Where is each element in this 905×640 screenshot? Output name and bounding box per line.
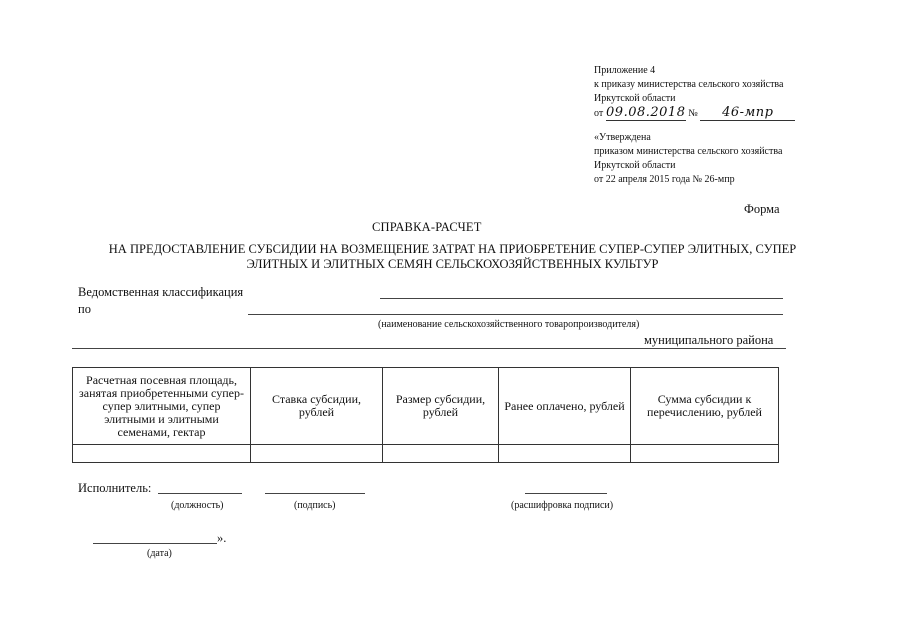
classification-label-line1: Ведомственная классификация bbox=[78, 285, 244, 299]
classification-field-line[interactable] bbox=[380, 298, 783, 299]
decoding-caption: (расшифровка подписи) bbox=[511, 500, 614, 511]
header-cell-transfer: Сумма субсидии к перечислению, рублей bbox=[631, 368, 779, 445]
position-caption: (должность) bbox=[171, 500, 224, 511]
subtitle-line2: ЭЛИТНЫХ И ЭЛИТНЫХ СЕМЯН СЕЛЬСКОХОЗЯЙСТВЕННЫХ КУЛЬТУР bbox=[246, 257, 659, 271]
header-cell-amount: Размер субсидии, рублей bbox=[383, 368, 499, 445]
classification-label-line2: по bbox=[78, 302, 91, 316]
cell-area[interactable] bbox=[73, 445, 251, 463]
header-cell-area: Расчетная посевная площадь, занятая приобретенными супер-супер элитными, супер элитными и элитными семенами, гектар bbox=[73, 368, 251, 445]
approved-line4: от 22 апреля 2015 года № 26-мпр bbox=[594, 174, 735, 185]
position-line[interactable] bbox=[158, 493, 242, 494]
form-label: Форма bbox=[744, 202, 780, 216]
handwritten-date: 09.08.2018 bbox=[606, 105, 686, 120]
handwritten-number: 46-мпр bbox=[700, 106, 795, 121]
decoding-line[interactable] bbox=[525, 493, 607, 494]
signature-caption: (подпись) bbox=[294, 500, 336, 511]
number-prefix: № bbox=[688, 108, 698, 119]
district-label: муниципального района bbox=[644, 333, 774, 347]
approved-block bbox=[594, 131, 782, 187]
appendix-line3: Иркутской области bbox=[594, 93, 676, 104]
document-subtitle bbox=[60, 242, 845, 272]
approved-line1: «Утверждена bbox=[594, 132, 651, 143]
executor-label: Исполнитель: bbox=[78, 481, 152, 495]
subtitle-line1: НА ПРЕДОСТАВЛЕНИЕ СУБСИДИИ НА ВОЗМЕЩЕНИЕ ЗАТРАТ НА ПРИОБРЕТЕНИЕ СУПЕР-СУПЕР ЭЛИТНЫХ, СУПЕР bbox=[108, 242, 797, 256]
district-line[interactable] bbox=[72, 348, 786, 349]
producer-name-line[interactable] bbox=[248, 314, 783, 315]
signature-line[interactable] bbox=[265, 493, 365, 494]
appendix-line2: к приказу министерства сельского хозяйства bbox=[594, 79, 784, 90]
table-row bbox=[73, 445, 779, 463]
table-header-row bbox=[73, 368, 779, 445]
appendix-block bbox=[594, 64, 795, 121]
classification-label bbox=[78, 284, 243, 318]
date-caption: (дата) bbox=[147, 548, 172, 559]
approved-line3: Иркутской области bbox=[594, 160, 676, 171]
appendix-line1: Приложение 4 bbox=[594, 65, 656, 76]
date-suffix: ». bbox=[217, 531, 227, 545]
cell-rate[interactable] bbox=[251, 445, 383, 463]
producer-caption: (наименование сельскохозяйственного товаропроизводителя) bbox=[378, 319, 640, 330]
cell-transfer[interactable] bbox=[631, 445, 779, 463]
cell-paid[interactable] bbox=[499, 445, 631, 463]
from-prefix: от bbox=[594, 108, 604, 119]
header-cell-rate: Ставка субсидии, рублей bbox=[251, 368, 383, 445]
appendix-order-line bbox=[594, 106, 795, 121]
header-cell-paid: Ранее оплачено, рублей bbox=[499, 368, 631, 445]
cell-amount[interactable] bbox=[383, 445, 499, 463]
document-title: СПРАВКА-РАСЧЕТ bbox=[372, 220, 482, 234]
subsidy-table bbox=[72, 367, 779, 463]
approved-line2: приказом министерства сельского хозяйства bbox=[594, 146, 783, 157]
date-line[interactable] bbox=[93, 543, 217, 544]
